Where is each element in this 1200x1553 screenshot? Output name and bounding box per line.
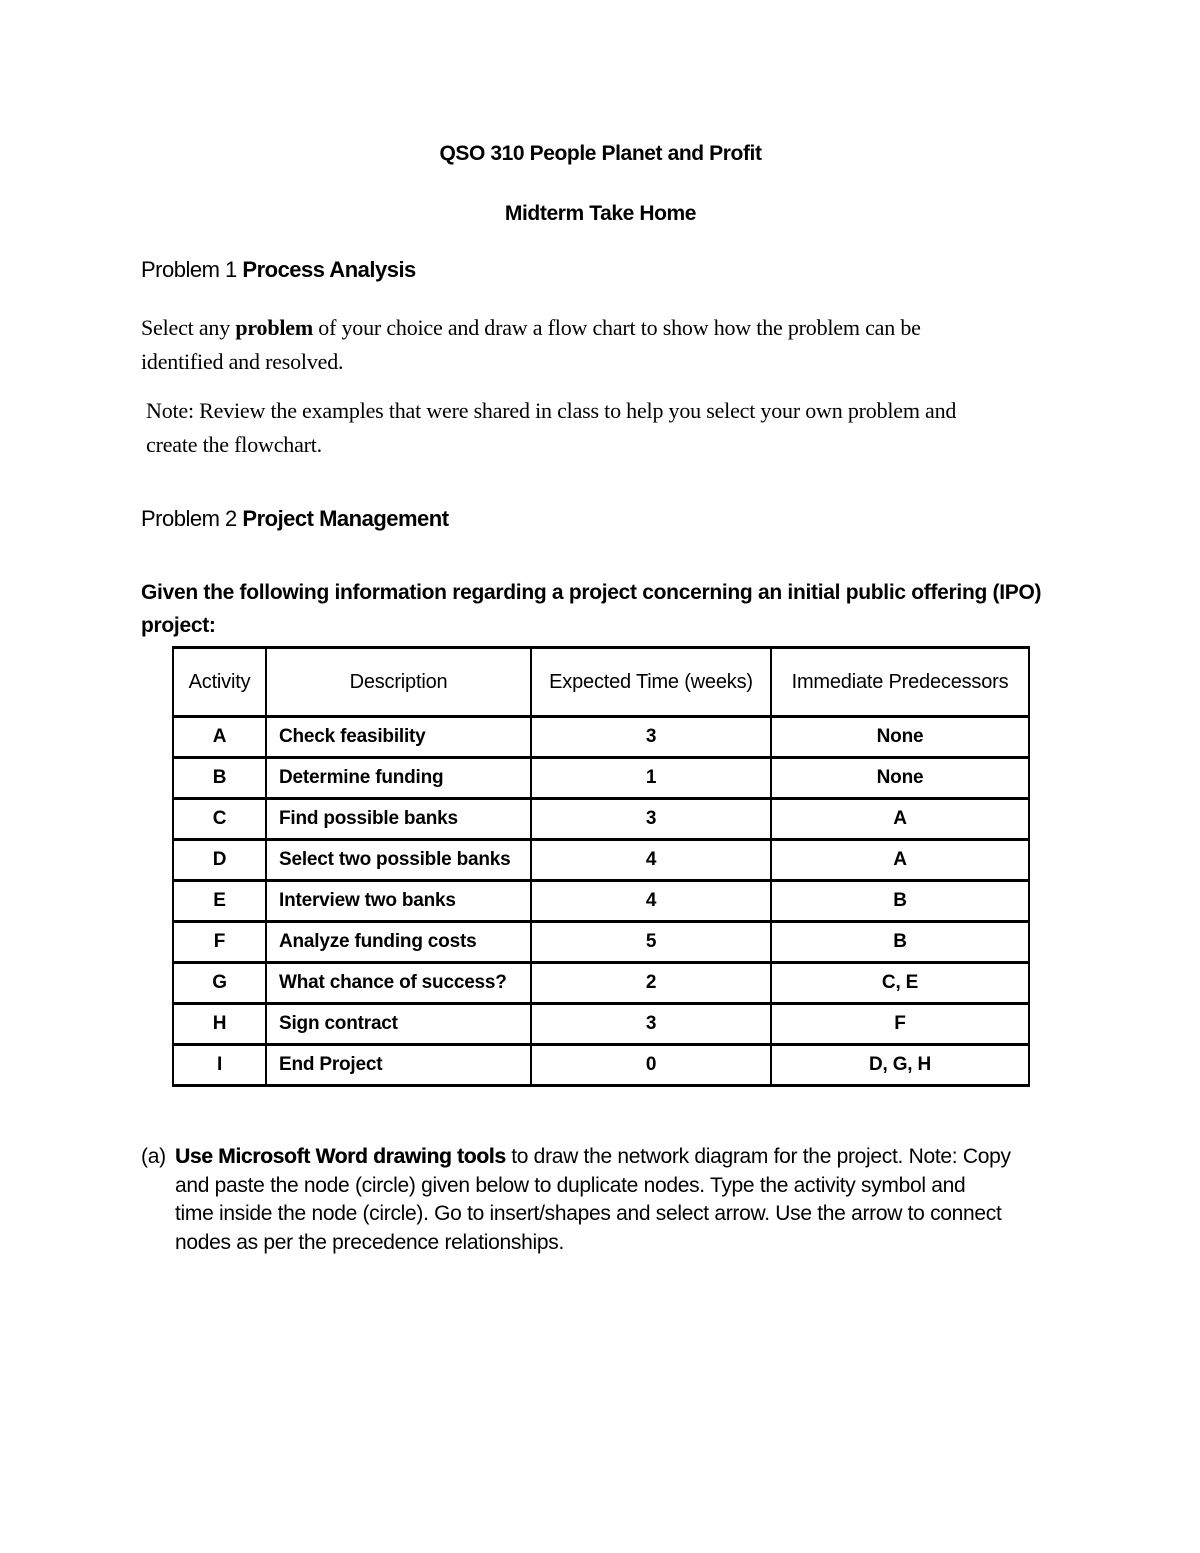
problem2-intro-line2: project: [141, 614, 216, 637]
problem1-instructions-line2: identified and resolved. [141, 349, 344, 374]
cell-description: Sign contract [266, 1004, 531, 1045]
part-a-marker: (a) [141, 1145, 166, 1168]
problem2-intro [141, 576, 1060, 642]
cell-activity: C [173, 799, 266, 840]
problem2-heading-number: Problem 2 [141, 506, 243, 531]
cell-description: Determine funding [266, 758, 531, 799]
part-a-line2: and paste the node (circle) given below to duplicate nodes. Type the activity symbol and [175, 1173, 966, 1197]
cell-activity: D [173, 840, 266, 881]
table-row [173, 717, 1029, 758]
cell-activity: G [173, 963, 266, 1004]
page-title: QSO 310 People Planet and Profit [439, 142, 762, 165]
problem2-heading-title: Project Management [242, 506, 449, 531]
activity-table [172, 646, 1030, 1087]
cell-predecessors: A [771, 840, 1029, 881]
cell-time: 0 [531, 1045, 771, 1086]
cell-time: 5 [531, 922, 771, 963]
table-row [173, 758, 1029, 799]
cell-predecessors: D, G, H [771, 1045, 1029, 1086]
part-a-text [175, 1143, 1060, 1257]
part-a-line1: Use Microsoft Word drawing tools to draw the network diagram for the project. Note: Copy [175, 1145, 1011, 1168]
table-row [173, 840, 1029, 881]
cell-time: 3 [531, 1004, 771, 1045]
table-row [173, 963, 1029, 1004]
table-row [173, 881, 1029, 922]
cell-time: 1 [531, 758, 771, 799]
table-header-row [173, 648, 1029, 717]
cell-activity: H [173, 1004, 266, 1045]
cell-time: 4 [531, 840, 771, 881]
cell-description: Check feasibility [266, 717, 531, 758]
problem1-heading [141, 256, 1060, 284]
problem1-instructions-line1: Select any problem of your choice and draw a flow chart to show how the problem can be [141, 315, 921, 340]
header-description: Description [266, 648, 531, 717]
cell-predecessors: None [771, 717, 1029, 758]
cell-time: 2 [531, 963, 771, 1004]
cell-predecessors: F [771, 1004, 1029, 1045]
cell-predecessors: B [771, 881, 1029, 922]
cell-description: Analyze funding costs [266, 922, 531, 963]
cell-time: 3 [531, 799, 771, 840]
cell-description: End Project [266, 1045, 531, 1086]
cell-time: 4 [531, 881, 771, 922]
problem1-note-line1: Note: Review the examples that were shared in class to help you select your own problem and [146, 398, 957, 423]
header-immediate-predecessors: Immediate Predecessors [771, 648, 1029, 717]
problem2-heading [141, 505, 1060, 533]
cell-activity: A [173, 717, 266, 758]
problem2-intro-line1: Given the following information regarding a project concerning an initial public offering (IPO) [141, 581, 1042, 604]
table-row [173, 1004, 1029, 1045]
problem1-instructions [141, 311, 1060, 379]
part-a-line3: time inside the node (circle). Go to insert/shapes and select arrow. Use the arrow to connect [175, 1202, 1002, 1225]
part-a-lead-bold: Use Microsoft Word drawing tools [175, 1145, 506, 1168]
table-row [173, 799, 1029, 840]
cell-predecessors: C, E [771, 963, 1029, 1004]
table-row [173, 1045, 1029, 1086]
part-a-item [141, 1143, 1060, 1257]
cell-predecessors: B [771, 922, 1029, 963]
header-activity: Activity [173, 648, 266, 717]
part-a-line4: nodes as per the precedence relationships. [175, 1230, 564, 1254]
problem1-note [141, 394, 1060, 462]
cell-predecessors: None [771, 758, 1029, 799]
problem1-note-line2: create the flowchart. [146, 432, 322, 457]
cell-description: Interview two banks [266, 881, 531, 922]
cell-activity: I [173, 1045, 266, 1086]
cell-predecessors: A [771, 799, 1029, 840]
cell-description: Find possible banks [266, 799, 531, 840]
bold-word-problem: problem [235, 315, 313, 340]
cell-time: 3 [531, 717, 771, 758]
document-page [0, 140, 1200, 1553]
cell-activity: B [173, 758, 266, 799]
problem1-heading-title: Process Analysis [242, 257, 416, 282]
problem1-heading-number: Problem 1 [141, 257, 243, 282]
table-row [173, 922, 1029, 963]
cell-activity: F [173, 922, 266, 963]
page-subtitle: Midterm Take Home [504, 202, 697, 225]
cell-activity: E [173, 881, 266, 922]
header-expected-time: Expected Time (weeks) [531, 648, 771, 717]
cell-description: Select two possible banks [266, 840, 531, 881]
cell-description: What chance of success? [266, 963, 531, 1004]
